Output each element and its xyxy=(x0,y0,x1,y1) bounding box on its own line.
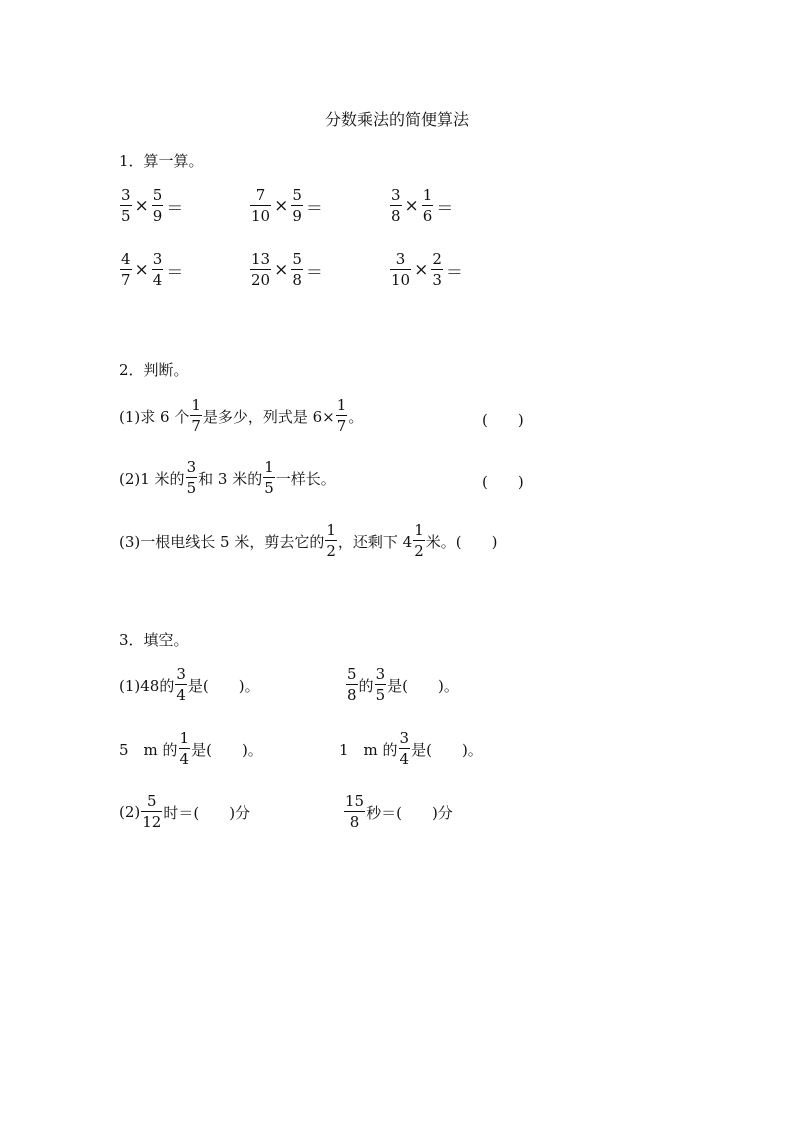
denominator: 4 xyxy=(399,750,410,768)
section-3-heading: 3．填空。 xyxy=(119,631,189,649)
denominator: 10 xyxy=(251,207,271,225)
numerator: 3 xyxy=(399,729,410,747)
section-2-heading: 2．判断。 xyxy=(119,361,189,379)
fraction-left xyxy=(120,188,132,224)
denominator: 6 xyxy=(422,207,433,225)
fill-1a xyxy=(119,667,260,703)
q2-text-2: 和 3 米的 xyxy=(198,469,263,488)
q3-fraction-2 xyxy=(413,523,425,559)
numerator: 5 xyxy=(292,186,302,204)
times-sign: × xyxy=(404,196,419,216)
numerator: 1 xyxy=(336,396,347,414)
fill-2a xyxy=(119,731,263,767)
numerator: 1 xyxy=(179,729,190,747)
times-sign: × xyxy=(134,196,149,216)
denominator: 10 xyxy=(391,271,411,289)
fill-1a-text-1: (1)48的 xyxy=(119,676,175,695)
fill-3a-text-2[interactable]: 时＝( )分 xyxy=(163,803,251,822)
fraction-right xyxy=(422,188,434,224)
numerator: 15 xyxy=(345,792,365,810)
calc-item xyxy=(249,188,325,224)
fill-1b-fraction xyxy=(375,667,387,703)
numerator: 3 xyxy=(176,665,186,683)
times-sign: × xyxy=(274,260,289,280)
fill-3a xyxy=(119,794,250,830)
q1-fraction-2 xyxy=(336,398,348,434)
equals-sign[interactable]: ＝ xyxy=(305,262,323,283)
denominator: 5 xyxy=(186,479,197,497)
q1-text-1: (1)求 6 个 xyxy=(119,407,190,426)
q1-fraction-1 xyxy=(190,398,202,434)
q1-text-2: 是多少，列式是 6× xyxy=(202,407,335,426)
fraction-right xyxy=(431,252,443,288)
denominator: 9 xyxy=(152,207,163,225)
q3-fraction-1 xyxy=(325,523,337,559)
equals-sign[interactable]: ＝ xyxy=(166,198,184,219)
numerator: 3 xyxy=(152,250,163,268)
numerator: 3 xyxy=(375,665,386,683)
judge-question-2 xyxy=(119,460,336,496)
fill-3a-text-1: (2) xyxy=(119,803,141,821)
denominator: 2 xyxy=(414,542,424,560)
section-1-heading: 1．算一算。 xyxy=(119,152,204,170)
denominator: 20 xyxy=(251,271,271,289)
fill-2b-fraction xyxy=(399,731,411,767)
denominator: 8 xyxy=(349,813,360,831)
fill-1a-fraction xyxy=(175,667,187,703)
fraction-left xyxy=(250,252,271,288)
judge-question-3 xyxy=(119,523,497,559)
fraction-left xyxy=(120,252,132,288)
fill-1b xyxy=(345,667,459,703)
calc-item xyxy=(119,188,185,224)
q3-text-3: 米。 xyxy=(425,532,456,551)
denominator: 4 xyxy=(176,686,186,704)
numerator: 5 xyxy=(147,792,157,810)
denominator: 8 xyxy=(292,271,302,289)
q3-answer-blank[interactable]: ( ) xyxy=(455,532,498,551)
numerator: 5 xyxy=(292,250,302,268)
fill-2b xyxy=(339,731,483,767)
fill-2a-text-1: 5 m 的 xyxy=(119,740,178,759)
q1-text-3: 。 xyxy=(348,407,364,426)
fill-1b-fraction-0 xyxy=(346,667,358,703)
fraction-left xyxy=(250,188,271,224)
numerator: 1 xyxy=(414,521,424,539)
fill-2b-text-1: 1 m 的 xyxy=(339,740,398,759)
fill-2b-text-2[interactable]: 是( )。 xyxy=(411,740,483,759)
equals-sign[interactable]: ＝ xyxy=(445,262,463,283)
numerator: 3 xyxy=(391,186,401,204)
fill-3a-fraction xyxy=(141,794,162,830)
judge-question-1 xyxy=(119,398,363,434)
fill-1a-text-2[interactable]: 是( )。 xyxy=(187,676,260,695)
numerator: 3 xyxy=(186,458,197,476)
denominator: 3 xyxy=(432,271,442,289)
calc-item xyxy=(249,252,325,288)
denominator: 5 xyxy=(264,479,274,497)
denominator: 4 xyxy=(179,750,190,768)
equals-sign[interactable]: ＝ xyxy=(436,198,454,219)
fraction-right xyxy=(291,188,303,224)
numerator: 3 xyxy=(395,250,406,268)
q2-fraction-1 xyxy=(186,460,198,496)
calc-item xyxy=(119,252,185,288)
denominator: 9 xyxy=(292,207,302,225)
times-sign: × xyxy=(134,260,149,280)
times-sign: × xyxy=(274,196,289,216)
fill-1b-text-2[interactable]: 是( )。 xyxy=(387,676,459,695)
q3-text-1: (3)一根电线长 5 米，剪去它的 xyxy=(119,532,325,551)
fraction-right xyxy=(152,252,164,288)
equals-sign[interactable]: ＝ xyxy=(305,198,323,219)
denominator: 7 xyxy=(336,417,347,435)
fill-1b-text-1: 的 xyxy=(358,676,374,695)
equals-sign[interactable]: ＝ xyxy=(166,262,184,283)
q2-fraction-2 xyxy=(263,460,275,496)
numerator: 4 xyxy=(121,250,131,268)
calc-item xyxy=(389,252,465,288)
denominator: 12 xyxy=(142,813,162,831)
denominator: 5 xyxy=(121,207,131,225)
q2-text-3: 一样长。 xyxy=(275,469,336,488)
denominator: 7 xyxy=(191,417,201,435)
page-title: 分数乘法的简便算法 xyxy=(324,110,469,129)
numerator: 1 xyxy=(264,458,274,476)
numerator: 1 xyxy=(422,186,433,204)
fraction-left xyxy=(390,252,411,288)
fraction-right xyxy=(291,252,303,288)
q2-text-1: (2)1 米的 xyxy=(119,469,185,488)
fill-2a-fraction xyxy=(179,731,191,767)
numerator: 2 xyxy=(432,250,442,268)
fill-3b xyxy=(343,794,453,830)
denominator: 8 xyxy=(347,686,357,704)
numerator: 3 xyxy=(121,186,131,204)
q1-answer-blank[interactable]: ( ) xyxy=(482,411,524,429)
q2-answer-blank[interactable]: ( ) xyxy=(482,473,524,491)
denominator: 2 xyxy=(326,542,336,560)
denominator: 7 xyxy=(121,271,131,289)
numerator: 1 xyxy=(191,396,201,414)
q3-text-2: ，还剩下 4 xyxy=(337,532,413,551)
numerator: 7 xyxy=(255,186,266,204)
fraction-right xyxy=(152,188,164,224)
numerator: 13 xyxy=(251,250,271,268)
fill-3b-text-2[interactable]: 秒＝( )分 xyxy=(366,803,453,822)
fill-2a-text-2[interactable]: 是( )。 xyxy=(191,740,263,759)
numerator: 1 xyxy=(326,521,336,539)
denominator: 5 xyxy=(375,686,386,704)
fill-3b-fraction xyxy=(344,794,365,830)
times-sign: × xyxy=(414,260,429,280)
numerator: 5 xyxy=(347,665,357,683)
denominator: 8 xyxy=(391,207,401,225)
calc-item xyxy=(389,188,455,224)
denominator: 4 xyxy=(152,271,163,289)
fraction-left xyxy=(390,188,402,224)
numerator: 5 xyxy=(152,186,163,204)
